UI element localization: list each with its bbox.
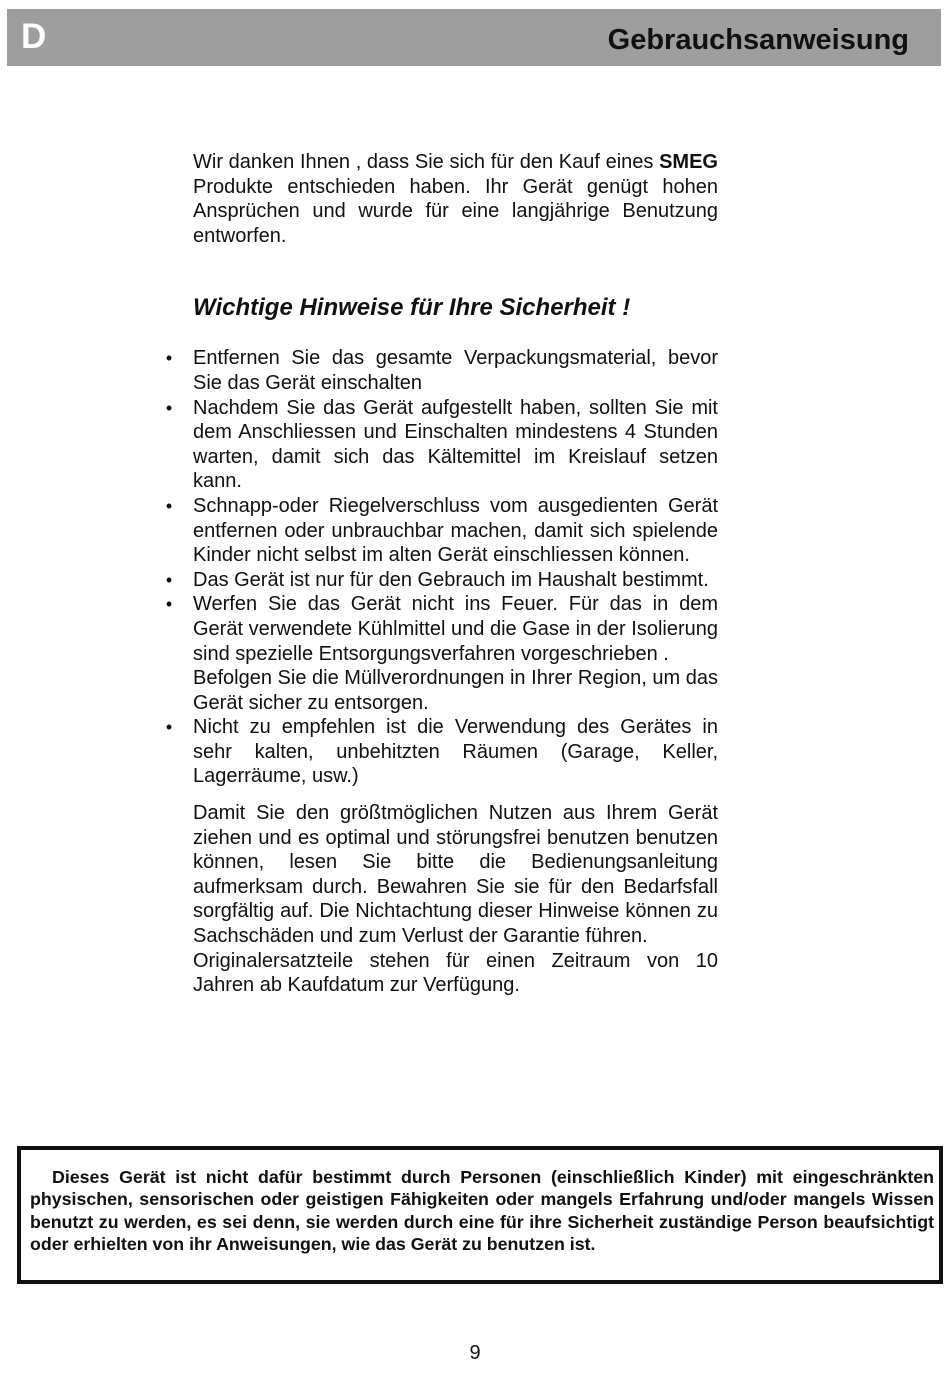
safety-item-text: Werfen Sie das Gerät nicht ins Feuer. Für das in dem Gerät verwendete Kühlmittel und die Gase in der Isolierung sind spezielle Entsorgungsverfahren vorgeschrieben .: [193, 593, 718, 665]
safety-item-text: Das Gerät ist nur für den Gebrauch im Haushalt bestimmt.: [193, 568, 709, 591]
safety-item-extra-text: Befolgen Sie die Müllverordnungen in Ihrer Region, um das Gerät sicher zu entsorgen.: [193, 667, 718, 714]
safety-item: [165, 592, 718, 715]
spare-parts-note: Originalersatzteile stehen für einen Zeitraum von 10 Jahren ab Kaufdatum zur Verfügung.: [193, 949, 718, 997]
bullet-icon: •: [165, 348, 173, 369]
closing-paragraph: Damit Sie den größtmöglichen Nutzen aus Ihrem Gerät ziehen und es optimal und störungsfrei benutzen benutzen können, lesen Sie bitte die Bedienungsanleitung aufmerksam durch. Bewahren Sie sie für den Bedarfsfall sorgfältig auf. Die Nichtachtung dieser Hinweise können zu Sachschäden und zum Verlust der Garantie führen.: [193, 802, 718, 948]
warning-text: Dieses Gerät ist nicht dafür bestimmt durch Personen (einschließlich Kinder) mit eingeschränkten physischen, sensorischen oder geistigen Fähigkeiten oder mangels Erfahrung und/oder mangels Wissen benutzt zu werden, es sei denn, sie werden durch eine für ihre Sicherheit zuständige Person beaufsichtigt oder erhielten von ihr Anweisungen, wie das Gerät zu benutzen ist.: [30, 1167, 934, 1254]
main-content: [165, 150, 718, 998]
safety-item: [165, 568, 718, 593]
safety-item-text: Schnapp-oder Riegelverschluss vom ausgedienten Gerät entfernen oder unbrauchbar machen, damit sich spielende Kinder nicht selbst im alten Gerät einschliessen können.: [193, 494, 718, 567]
bullet-icon: •: [165, 569, 173, 590]
bullet-icon: •: [165, 717, 173, 738]
brand-name: SMEG: [659, 151, 718, 173]
bullet-icon: •: [165, 594, 173, 615]
bullet-icon: •: [165, 397, 173, 418]
safety-heading: Wichtige Hinweise für Ihre Sicherheit !: [193, 294, 631, 322]
bullet-icon: •: [165, 495, 173, 516]
intro-text-end: Produkte entschieden haben. Ihr Gerät genügt hohen Ansprüchen und wurde für eine langjährige Benutzung entworfen.: [193, 175, 718, 247]
page-header: [7, 9, 941, 66]
safety-item: [165, 346, 718, 395]
document-title: Gebrauchsanweisung: [607, 24, 909, 56]
safety-item: [165, 715, 718, 789]
closing-section: [193, 801, 718, 998]
safety-item-text: Nicht zu empfehlen ist die Verwendung des Gerätes in sehr kalten, unbehitzten Räumen (Garage, Keller, Lagerräume, usw.): [193, 716, 718, 788]
intro-text-start: Wir danken Ihnen , dass Sie sich für den Kauf eines: [193, 151, 660, 173]
intro-paragraph: [193, 150, 718, 248]
language-code: D: [21, 17, 47, 56]
warning-box: [17, 1146, 943, 1284]
page-number: 9: [469, 1342, 481, 1364]
safety-item-text: Entfernen Sie das gesamte Verpackungsmaterial, bevor Sie das Gerät einschalten: [193, 347, 718, 394]
safety-item: [165, 494, 718, 568]
safety-item: [165, 396, 718, 494]
safety-list: [165, 346, 718, 789]
safety-item-text: Nachdem Sie das Gerät aufgestellt haben, sollten Sie mit dem Anschliessen und Einschalten mindestens 4 Stunden warten, damit sich das Kältemittel im Kreislauf setzen kann.: [193, 396, 718, 493]
